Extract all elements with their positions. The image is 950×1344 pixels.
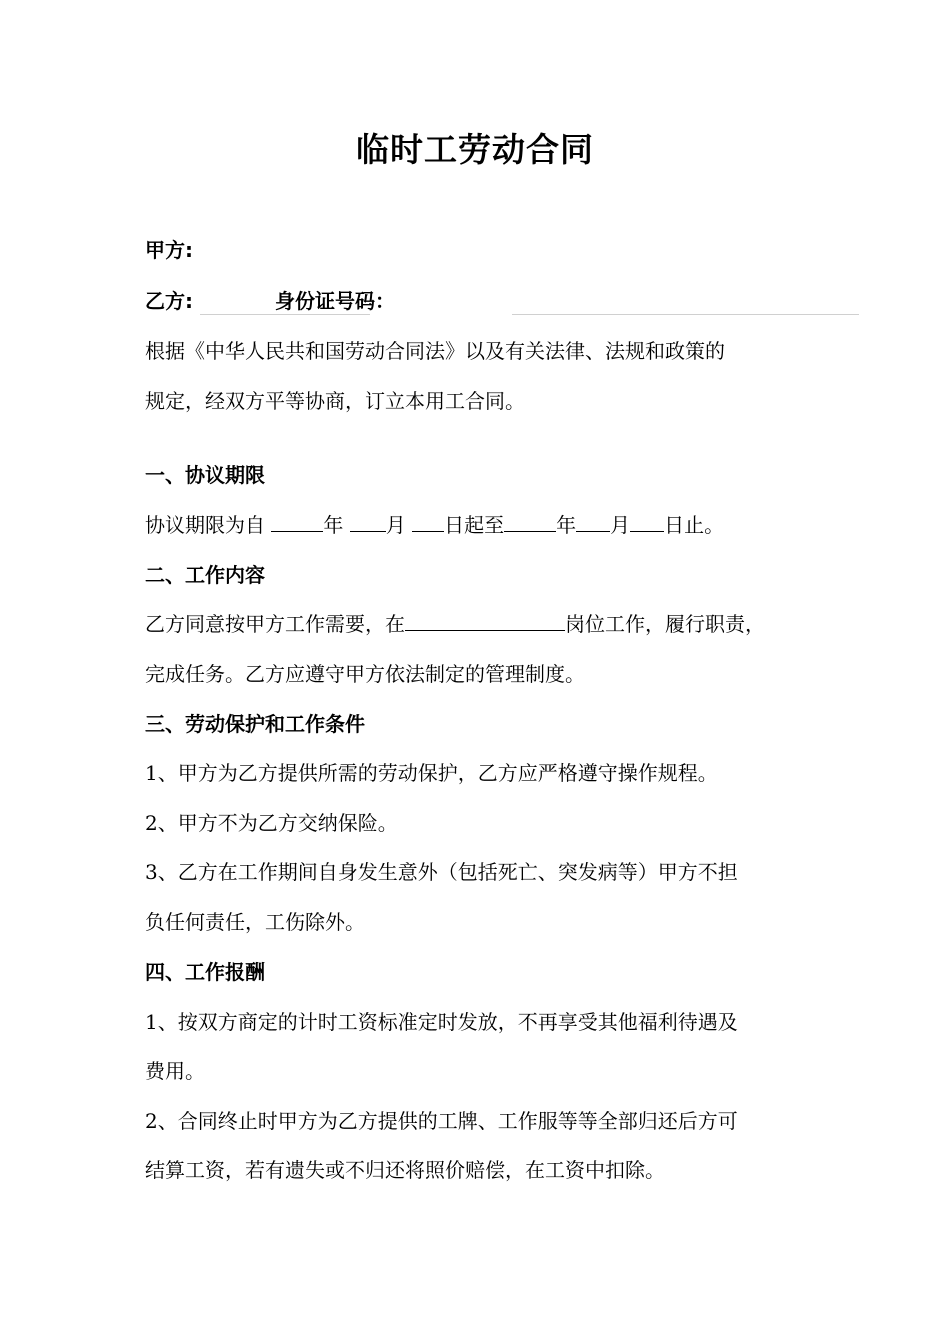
end-month-unit: 月	[610, 513, 631, 537]
end-year-unit: 年	[556, 513, 577, 537]
start-day-unit: 日起至	[444, 513, 505, 537]
pay-item-2-line-1: 2、合同终止时甲方为乙方提供的工牌、工作服等等全部归还后方可	[145, 1109, 738, 1133]
intro-line-2: 规定，经双方平等协商，订立本用工合同。	[145, 389, 525, 413]
term-sentence	[145, 511, 724, 539]
end-year-field[interactable]	[504, 511, 556, 532]
start-day-field[interactable]	[412, 511, 444, 532]
protection-item-3-line-2: 负任何责任，工伤除外。	[145, 910, 365, 934]
term-prefix: 协议期限为自	[145, 513, 265, 537]
section-heading-protection: 三、劳动保护和工作条件	[145, 712, 365, 736]
section-heading-pay: 四、工作报酬	[145, 960, 265, 984]
end-month-field[interactable]	[576, 511, 610, 532]
section-heading-work: 二、工作内容	[145, 563, 265, 587]
work-prefix: 乙方同意按甲方工作需要，在	[145, 612, 405, 636]
id-number-label: 身份证号码：	[275, 289, 395, 313]
end-day-field[interactable]	[630, 511, 664, 532]
section-heading-term: 一、协议期限	[145, 463, 265, 487]
protection-item-2: 2、甲方不为乙方交纳保险。	[145, 811, 398, 835]
document-title: 临时工劳动合同	[356, 130, 594, 169]
pay-item-1-line-1: 1、按双方商定的计时工资标准定时发放，不再享受其他福利待遇及	[145, 1010, 738, 1034]
id-number-field[interactable]	[512, 314, 859, 315]
end-day-unit: 日止。	[664, 513, 725, 537]
work-line-2: 完成任务。乙方应遵守甲方依法制定的管理制度。	[145, 662, 585, 686]
pay-item-1-line-2: 费用。	[145, 1059, 205, 1083]
work-line-1	[145, 610, 765, 638]
party-b-label: 乙方:	[145, 289, 193, 313]
party-a-label: 甲方:	[145, 238, 193, 262]
work-suffix: 岗位工作，履行职责，	[565, 612, 765, 636]
start-month-unit: 月	[385, 513, 406, 537]
protection-item-3-line-1: 3、乙方在工作期间自身发生意外（包括死亡、突发病等）甲方不担	[145, 860, 738, 884]
start-month-field[interactable]	[350, 511, 386, 532]
start-year-unit: 年	[323, 513, 344, 537]
intro-line-1: 根据《中华人民共和国劳动合同法》以及有关法律、法规和政策的	[145, 339, 725, 363]
protection-item-1: 1、甲方为乙方提供所需的劳动保护，乙方应严格遵守操作规程。	[145, 761, 718, 785]
position-field[interactable]	[405, 610, 565, 631]
start-year-field[interactable]	[271, 511, 323, 532]
pay-item-2-line-2: 结算工资，若有遗失或不归还将照价赔偿，在工资中扣除。	[145, 1158, 665, 1182]
